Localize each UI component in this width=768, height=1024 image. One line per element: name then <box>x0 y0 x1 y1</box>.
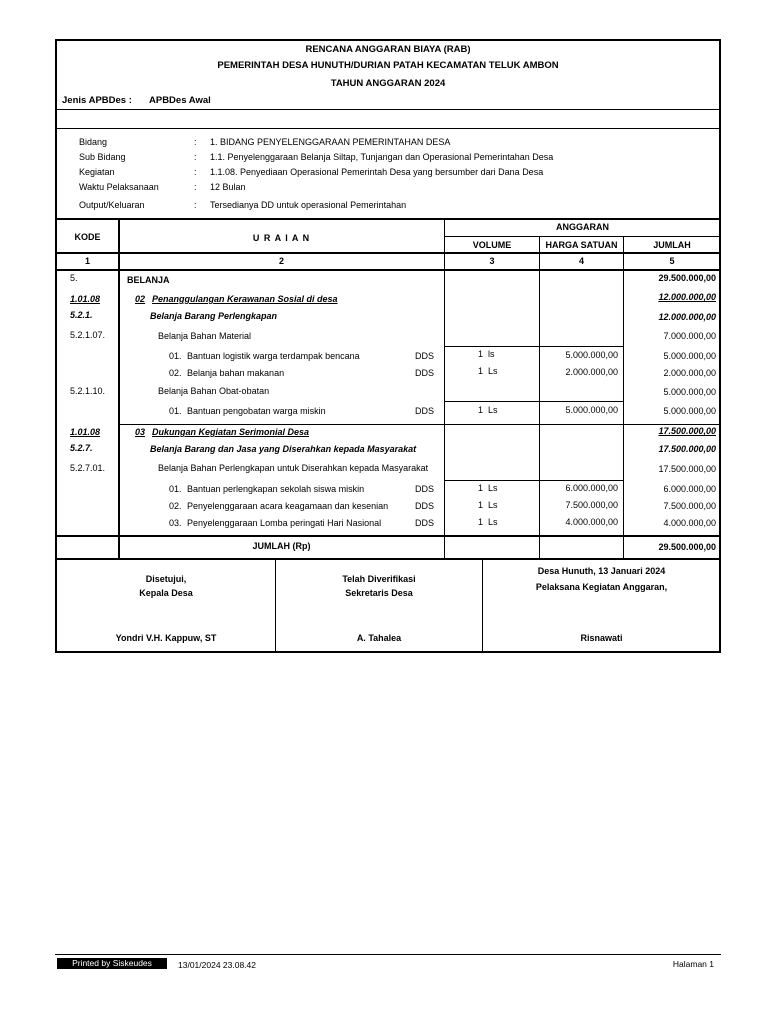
info-label-output: Output/Keluaran <box>79 200 145 210</box>
sign3-place-date: Desa Hunuth, 13 Januari 2024 <box>537 566 666 576</box>
header-kode: KODE <box>74 232 101 242</box>
col-number: 2 <box>278 256 284 266</box>
row-num: 02 <box>135 294 146 304</box>
info-sep: : <box>194 200 197 210</box>
row-num: 03 <box>135 427 146 437</box>
row-uraian: Dukungan Kegiatan Serimonial Desa <box>152 427 310 437</box>
divider <box>444 346 624 347</box>
row-kode: 1.01.08 <box>70 294 101 304</box>
row-kode: 1.01.08 <box>70 427 101 437</box>
row-harga: 5.000.000,00 <box>565 350 618 360</box>
row-jumlah: 17.500.000,00 <box>658 426 716 436</box>
divider <box>444 480 624 481</box>
info-value-waktu: 12 Bulan <box>210 182 246 192</box>
sign3-name: Risnawati <box>580 633 623 643</box>
info-label-subbidang: Sub Bidang <box>79 152 126 162</box>
row-uraian: Belanja Bahan Obat-obatan <box>158 386 270 396</box>
row-no: 01. <box>169 406 182 416</box>
info-sep: : <box>194 137 197 147</box>
info-label-bidang: Bidang <box>79 137 108 147</box>
divider <box>56 269 720 271</box>
divider <box>539 236 540 559</box>
row-harga: 6.000.000,00 <box>565 483 618 493</box>
info-sep: : <box>194 182 197 192</box>
info-label-waktu: Waktu Pelaksanaan <box>79 182 159 192</box>
info-sep: : <box>194 167 197 177</box>
row-volume: 1 <box>477 349 483 359</box>
page-number: Halaman 1 <box>672 959 714 969</box>
info-value-output: Tersedianya DD untuk operasional Pemerintahan <box>210 200 407 210</box>
row-jumlah: 17.500.000,00 <box>658 444 716 454</box>
row-no: 01. <box>169 484 182 494</box>
doc-year: TAHUN ANGGARAN 2024 <box>330 78 446 89</box>
row-satuan: Ls <box>488 500 498 510</box>
total-value: 29.500.000,00 <box>658 542 716 552</box>
row-kode: 5.2.7. <box>70 443 93 453</box>
row-uraian: Bantuan logistik warga terdampak bencana <box>187 351 360 361</box>
row-kode: 5. <box>70 273 78 283</box>
row-jumlah: 29.500.000,00 <box>658 273 716 283</box>
row-sumber: DDS <box>415 406 435 416</box>
sign3-role: Pelaksana Kegiatan Anggaran, <box>535 582 668 592</box>
row-volume: 1 <box>477 517 483 527</box>
row-jumlah: 5.000.000,00 <box>663 406 716 416</box>
divider <box>56 558 720 560</box>
row-no: 01. <box>169 351 182 361</box>
row-jumlah: 6.000.000,00 <box>663 484 716 494</box>
divider <box>56 109 720 110</box>
row-uraian: Belanja bahan makanan <box>187 368 285 378</box>
row-kode: 5.2.7.01. <box>70 463 106 473</box>
row-volume: 1 <box>477 366 483 376</box>
row-satuan: Ls <box>488 366 498 376</box>
row-satuan: Ls <box>488 517 498 527</box>
row-volume: 1 <box>477 405 483 415</box>
row-jumlah: 12.000.000,00 <box>658 292 716 302</box>
divider <box>56 252 720 254</box>
row-uraian: Penyelenggaraan acara keagamaan dan kesenian <box>187 501 389 511</box>
row-jumlah: 12.000.000,00 <box>658 312 716 322</box>
header-uraian: U R A I A N <box>252 233 311 243</box>
header-anggaran: ANGGARAN <box>556 222 609 232</box>
row-uraian: Belanja Bahan Material <box>158 331 252 341</box>
row-volume: 1 <box>477 500 483 510</box>
row-uraian: Bantuan perlengkapan sekolah siswa miskin <box>187 484 365 494</box>
row-jumlah: 7.000.000,00 <box>663 331 716 341</box>
doc-title: RENCANA ANGGARAN BIAYA (RAB) <box>305 44 471 55</box>
sign2-role: Sekretaris Desa <box>345 588 413 598</box>
row-uraian: Bantuan pengobatan warga miskin <box>187 406 326 416</box>
row-kode: 5.2.1.07. <box>70 330 106 340</box>
table-top-border <box>56 218 720 220</box>
row-no: 02. <box>169 368 182 378</box>
row-satuan: ls <box>488 349 495 359</box>
row-kode: 5.2.1.10. <box>70 386 106 396</box>
sign2-name: A. Tahalea <box>356 633 402 643</box>
row-sumber: DDS <box>415 484 435 494</box>
header-volume: VOLUME <box>472 240 512 250</box>
row-uraian: Belanja Barang Perlengkapan <box>150 311 278 321</box>
header-harga: HARGA SATUAN <box>545 240 618 250</box>
row-no: 03. <box>169 518 182 528</box>
row-uraian: Penyelenggaraan Lomba peringati Hari Nasional <box>187 518 382 528</box>
header-jumlah: JUMLAH <box>653 240 691 250</box>
divider <box>118 219 120 559</box>
row-volume: 1 <box>477 483 483 493</box>
row-kode: 5.2.1. <box>70 310 93 320</box>
divider <box>118 424 720 425</box>
row-jumlah: 2.000.000,00 <box>663 368 716 378</box>
col-number: 3 <box>489 256 495 266</box>
row-uraian: Penanggulangan Kerawanan Sosial di desa <box>152 294 338 304</box>
row-uraian: BELANJA <box>127 275 170 285</box>
info-sep: : <box>194 152 197 162</box>
row-jumlah: 4.000.000,00 <box>663 518 716 528</box>
doc-subtitle: PEMERINTAH DESA HUNUTH/DURIAN PATAH KECAMATAN TELUK AMBON <box>217 60 559 71</box>
row-harga: 2.000.000,00 <box>565 367 618 377</box>
row-harga: 5.000.000,00 <box>565 405 618 415</box>
row-no: 02. <box>169 501 182 511</box>
row-jumlah: 5.000.000,00 <box>663 351 716 361</box>
divider <box>56 535 720 537</box>
sign1-title: Disetujui, <box>145 574 187 584</box>
row-jumlah: 7.500.000,00 <box>663 501 716 511</box>
row-satuan: Ls <box>488 405 498 415</box>
row-sumber: DDS <box>415 351 435 361</box>
col-number: 4 <box>578 256 584 266</box>
jenis-value: APBDes Awal <box>149 95 211 106</box>
col-number: 5 <box>669 256 675 266</box>
col-number: 1 <box>84 256 90 266</box>
print-datetime: 13/01/2024 23.08.42 <box>178 960 256 970</box>
footer-divider <box>55 954 721 955</box>
row-jumlah: 5.000.000,00 <box>663 387 716 397</box>
sign1-name: Yondri V.H. Kappuw, ST <box>115 633 217 643</box>
info-value-subbidang: 1.1. Penyelenggaraan Belanja Siltap, Tunjangan dan Operasional Pemerintahan Desa <box>210 152 554 162</box>
divider <box>56 128 720 129</box>
info-value-kegiatan: 1.1.08. Penyediaan Operasional Pemerintah Desa yang bersumber dari Dana Desa <box>210 167 544 177</box>
printed-by-badge: Printed by Siskeudes <box>57 958 167 969</box>
row-uraian: Belanja Barang dan Jasa yang Diserahkan kepada Masyarakat <box>150 444 417 454</box>
row-satuan: Ls <box>488 483 498 493</box>
info-label-kegiatan: Kegiatan <box>79 167 115 177</box>
sign2-title: Telah Diverifikasi <box>342 574 416 584</box>
info-value-bidang: 1. BIDANG PENYELENGGARAAN PEMERINTAHAN DESA <box>210 137 451 147</box>
row-uraian: Belanja Bahan Perlengkapan untuk Diserahkan kepada Masyarakat <box>158 463 429 473</box>
row-sumber: DDS <box>415 368 435 378</box>
row-sumber: DDS <box>415 518 435 528</box>
row-jumlah: 17.500.000,00 <box>658 464 716 474</box>
total-label: JUMLAH (Rp) <box>252 541 311 551</box>
row-sumber: DDS <box>415 501 435 511</box>
row-harga: 7.500.000,00 <box>565 500 618 510</box>
row-harga: 4.000.000,00 <box>565 517 618 527</box>
divider <box>444 401 624 402</box>
divider <box>444 236 720 237</box>
sign1-role: Kepala Desa <box>139 588 193 598</box>
jenis-label: Jenis APBDes : <box>62 95 132 106</box>
